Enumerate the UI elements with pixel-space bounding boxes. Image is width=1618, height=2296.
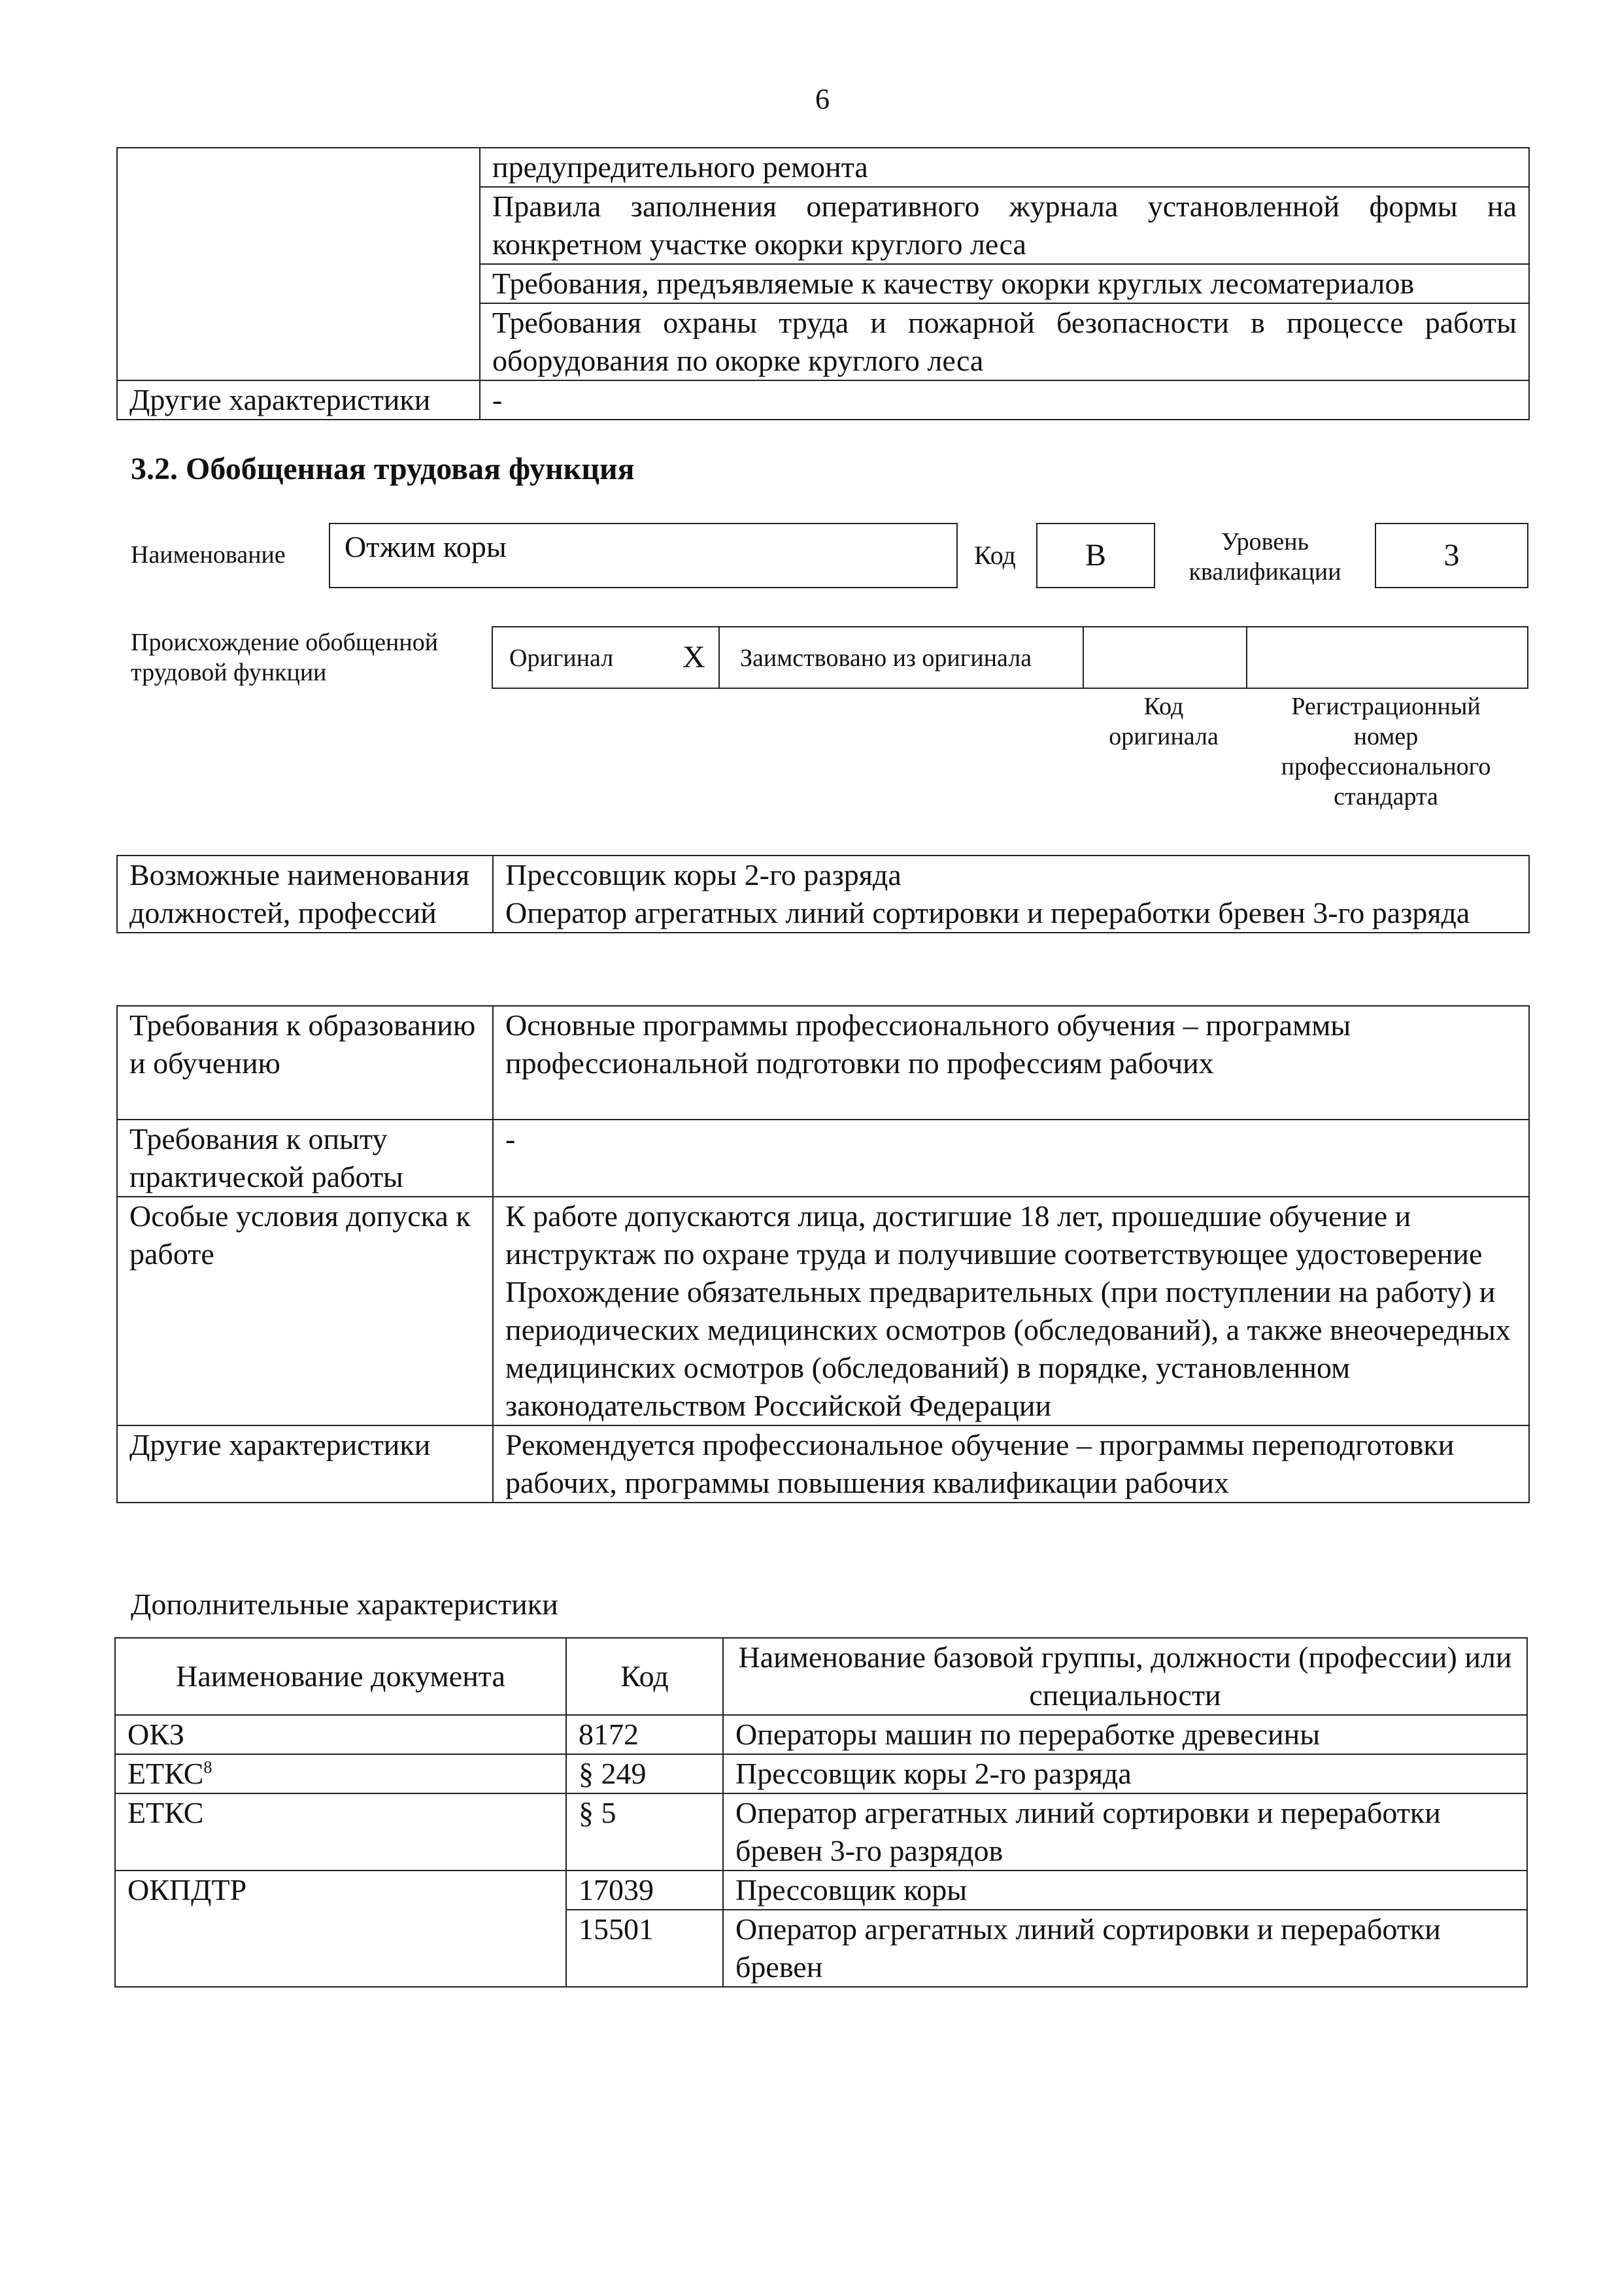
caption-line: Код — [1143, 693, 1184, 720]
requirement-label: Требования к образованию и обучению — [117, 1006, 493, 1120]
original-mark: X — [683, 640, 705, 674]
requirement-value — [493, 1197, 1529, 1425]
code-cell: § 249 — [566, 1754, 723, 1793]
code-box — [1036, 523, 1155, 588]
original-label: Оригинал — [509, 644, 614, 672]
requirement-label: Требования к опыту практической работы — [117, 1120, 493, 1197]
requirement-value: - — [493, 1120, 1529, 1197]
requirement-label: Другие характеристики — [117, 1425, 493, 1503]
caption-line: оригинала — [1109, 723, 1219, 750]
top-knowledge-table — [116, 147, 1530, 420]
group-cell: Прессовщик коры 2-го разряда — [723, 1754, 1527, 1793]
group-cell: Прессовщик коры — [723, 1871, 1527, 1910]
footnote-ref: 8 — [203, 1757, 212, 1777]
doc-cell: ЕТКС — [115, 1793, 566, 1871]
header-document: Наименование документа — [115, 1638, 566, 1715]
caption-line: номер — [1353, 723, 1419, 750]
knowledge-row: предупредительного ремонта — [492, 150, 868, 184]
origin-strip — [492, 626, 1528, 689]
group-cell: Оператор агрегатных линий сортировки и переработки бревен — [723, 1910, 1527, 1987]
knowledge-row: Правила заполнения оперативного журнала установленной формы на конкретном участке окорки круглого леса — [480, 186, 1528, 263]
requirements-table — [116, 1005, 1530, 1503]
additional-title: Дополнительные характеристики — [131, 1588, 558, 1621]
section-title: 3.2. Обобщенная трудовая функция — [131, 452, 635, 486]
other-characteristics-value: - — [480, 380, 1529, 420]
name-label: Наименование — [131, 541, 286, 569]
caption-line: Регистрационный — [1291, 693, 1481, 720]
position-line: Оператор агрегатных линий сортировки и переработки бревен 3-го разряда — [505, 896, 1470, 929]
requirement-value: Основные программы профессионального обучения – программы профессиональной подготовки по профессиям рабочих — [493, 1006, 1529, 1120]
function-name-value: Отжим коры — [345, 530, 507, 563]
level-label — [1170, 527, 1360, 587]
caption-line: профессионального — [1281, 753, 1491, 780]
level-label-line: квалификации — [1188, 558, 1341, 586]
header-code: Код — [566, 1638, 723, 1715]
group-cell: Оператор агрегатных линий сортировки и переработки бревен 3-го разрядов — [723, 1793, 1527, 1871]
borrowed-label: Заимствовано из оригинала — [740, 644, 1032, 672]
function-name-box — [329, 523, 958, 588]
code-cell: 17039 — [566, 1871, 723, 1910]
divider — [718, 627, 720, 688]
doc-cell: ОКЗ — [115, 1715, 566, 1754]
doc-cell — [115, 1754, 566, 1793]
other-characteristics-label: Другие характеристики — [117, 380, 480, 420]
requirement-paragraph: Прохождение обязательных предварительных (при поступлении на работу) и периодических медицинских осмотров (обследований), а также внеочередных медицинских осмотров (обследований) в порядке, установленном законодательством Российской Федерации — [505, 1275, 1511, 1422]
level-box — [1375, 523, 1528, 588]
level-label-line: Уровень — [1221, 528, 1309, 556]
doc-cell: ОКПДТР — [115, 1871, 566, 1987]
knowledge-row: Требования, предъявляемые к качеству окорки круглых лесоматериалов — [480, 263, 1528, 303]
origin-label-line: Происхождение обобщенной — [131, 629, 439, 656]
divider — [1083, 627, 1084, 688]
origin-label — [131, 627, 438, 688]
code-value: B — [1085, 538, 1106, 573]
origin-label-line: трудовой функции — [131, 659, 327, 686]
code-original-caption — [1082, 691, 1245, 752]
knowledge-row: Требования охраны труда и пожарной безопасности в процессе работы оборудования по окорке круглого леса — [480, 303, 1528, 380]
additional-table — [114, 1637, 1528, 1988]
positions-label: Возможные наименования должностей, профессий — [117, 856, 493, 933]
page-number: 6 — [815, 83, 830, 115]
registration-caption — [1245, 691, 1526, 812]
requirement-paragraph: К работе допускаются лица, достигшие 18 лет, прошедшие обучение и инструктаж по охране труда и получившие соответствующее удостоверение — [505, 1199, 1483, 1271]
empty-label-cell — [117, 148, 480, 380]
code-cell: § 5 — [566, 1793, 723, 1871]
caption-line: стандарта — [1334, 783, 1438, 810]
position-line: Прессовщик коры 2-го разряда — [505, 858, 902, 891]
code-label: Код — [974, 541, 1016, 570]
requirement-value: Рекомендуется профессиональное обучение – программы переподготовки рабочих, программы повышения квалификации рабочих — [493, 1425, 1529, 1503]
code-cell: 15501 — [566, 1910, 723, 1987]
header-group: Наименование базовой группы, должности (профессии) или специальности — [723, 1638, 1527, 1715]
positions-table — [116, 855, 1530, 933]
code-cell: 8172 — [566, 1715, 723, 1754]
positions-value — [493, 856, 1529, 933]
group-cell: Операторы машин по переработке древесины — [723, 1715, 1527, 1754]
level-value: 3 — [1443, 538, 1460, 573]
requirement-label: Особые условия допуска к работе — [117, 1197, 493, 1425]
divider — [1246, 627, 1247, 688]
doc-name: ЕТКС — [127, 1757, 204, 1790]
